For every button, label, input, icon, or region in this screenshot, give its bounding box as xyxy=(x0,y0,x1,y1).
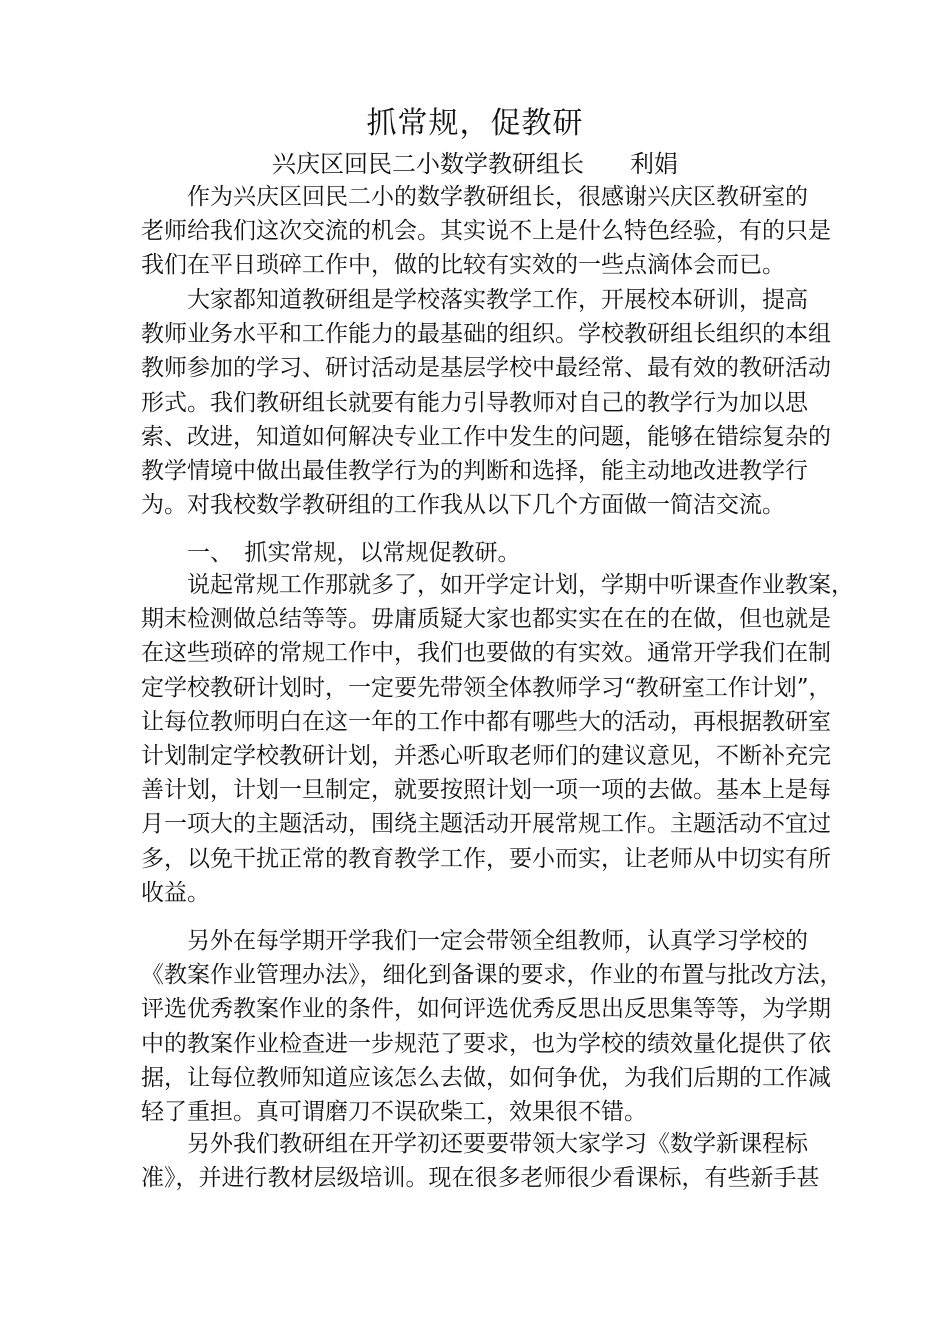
text-line: 在这些琐碎的常规工作中，我们也要做的有实效。通常开学我们在制 xyxy=(141,640,831,667)
byline-organization: 兴庆区回民二小数学教研组长 xyxy=(272,150,584,178)
paragraph-curriculum xyxy=(141,1127,820,1195)
document-byline xyxy=(0,146,950,182)
paragraph-lesson-plans xyxy=(141,924,843,1129)
text-line: 多，以免干扰正常的教育教学工作，要小而实，让老师从中切实有所 xyxy=(141,845,831,872)
text-line: 索、改进，知道如何解决专业工作中发生的问题，能够在错综复杂的 xyxy=(141,423,831,450)
text-line: 作为兴庆区回民二小的数学教研组长，很感谢兴庆区教研室的 xyxy=(141,184,808,210)
paragraph-role xyxy=(141,283,831,522)
document-title: 抓常规，促教研 xyxy=(366,106,584,141)
paragraph-routine xyxy=(141,568,854,910)
text-line: 定学校教研计划时，一定要先带领全体教师学习“教研室工作计划”， xyxy=(141,674,832,701)
text-line: 评选优秀教案作业的条件，如何评选优秀反思出反思集等等，为学期 xyxy=(141,996,831,1023)
text-line: 计划制定学校教研计划，并悉心听取老师们的建议意见，不断补充完 xyxy=(141,743,831,770)
section-heading-1 xyxy=(141,536,811,570)
text-line: 形式。我们教研组长就要有能力引导教师对自己的教学行为加以思 xyxy=(141,389,808,416)
paragraph-intro xyxy=(141,180,831,283)
text-line: 另外在每学期开学我们一定会带领全组教师，认真学习学校的 xyxy=(141,928,808,954)
text-line: 准》，并进行教材层级培训。现在很多老师很少看课标，有些新手甚 xyxy=(141,1165,820,1192)
text-line: 月一项大的主题活动，围绕主题活动开展常规工作。主题活动不宜过 xyxy=(141,811,831,838)
text-line: 据，让每位教师知道应该怎么去做，如何争优，为我们后期的工作减 xyxy=(141,1064,831,1091)
text-line: 教学情境中做出最佳教学行为的判断和选择，能主动地改进教学行 xyxy=(141,458,808,485)
text-line: 教师业务水平和工作能力的最基础的组织。学校教研组长组织的本组 xyxy=(141,321,831,348)
text-line: 教师参加的学习、研讨活动是基层学校中最经常、最有效的教研活动 xyxy=(141,355,831,382)
text-line: 我们在平日琐碎工作中，做的比较有实效的一些点滴体会而已。 xyxy=(141,252,785,279)
text-line: 一、 抓实常规，以常规促教研。 xyxy=(141,540,521,566)
text-line: 说起常规工作那就多了，如开学定计划，学期中听课查作业教案， xyxy=(141,572,854,598)
text-line: 善计划，计划一旦制定，就要按照计划一项一项的去做。基本上是每 xyxy=(141,777,831,804)
text-line: 大家都知道教研组是学校落实教学工作，开展校本研训，提高 xyxy=(141,287,808,313)
text-line: 期末检测做总结等等。毋庸质疑大家也都实实在在的在做，但也就是 xyxy=(141,606,831,633)
byline-author: 利娟 xyxy=(630,150,678,178)
text-line: 中的教案作业检查进一步规范了要求，也为学校的绩效量化提供了依 xyxy=(141,1030,831,1057)
text-line: 轻了重担。真可谓磨刀不误砍柴工，效果很不错。 xyxy=(141,1099,647,1126)
text-line: 另外我们教研组在开学初还要要带领大家学习《数学新课程标 xyxy=(141,1131,808,1157)
text-line: 为。对我校数学教研组的工作我从以下几个方面做一简洁交流。 xyxy=(141,492,785,519)
text-line: 让每位教师明白在这一年的工作中都有哪些大的活动，再根据教研室 xyxy=(141,708,831,735)
text-line: 老师给我们这次交流的机会。其实说不上是什么特色经验，有的只是 xyxy=(141,218,831,245)
text-line: 《教案作业管理办法》，细化到备课的要求，作业的布置与批改方法， xyxy=(141,962,843,989)
text-line: 收益。 xyxy=(141,879,210,906)
